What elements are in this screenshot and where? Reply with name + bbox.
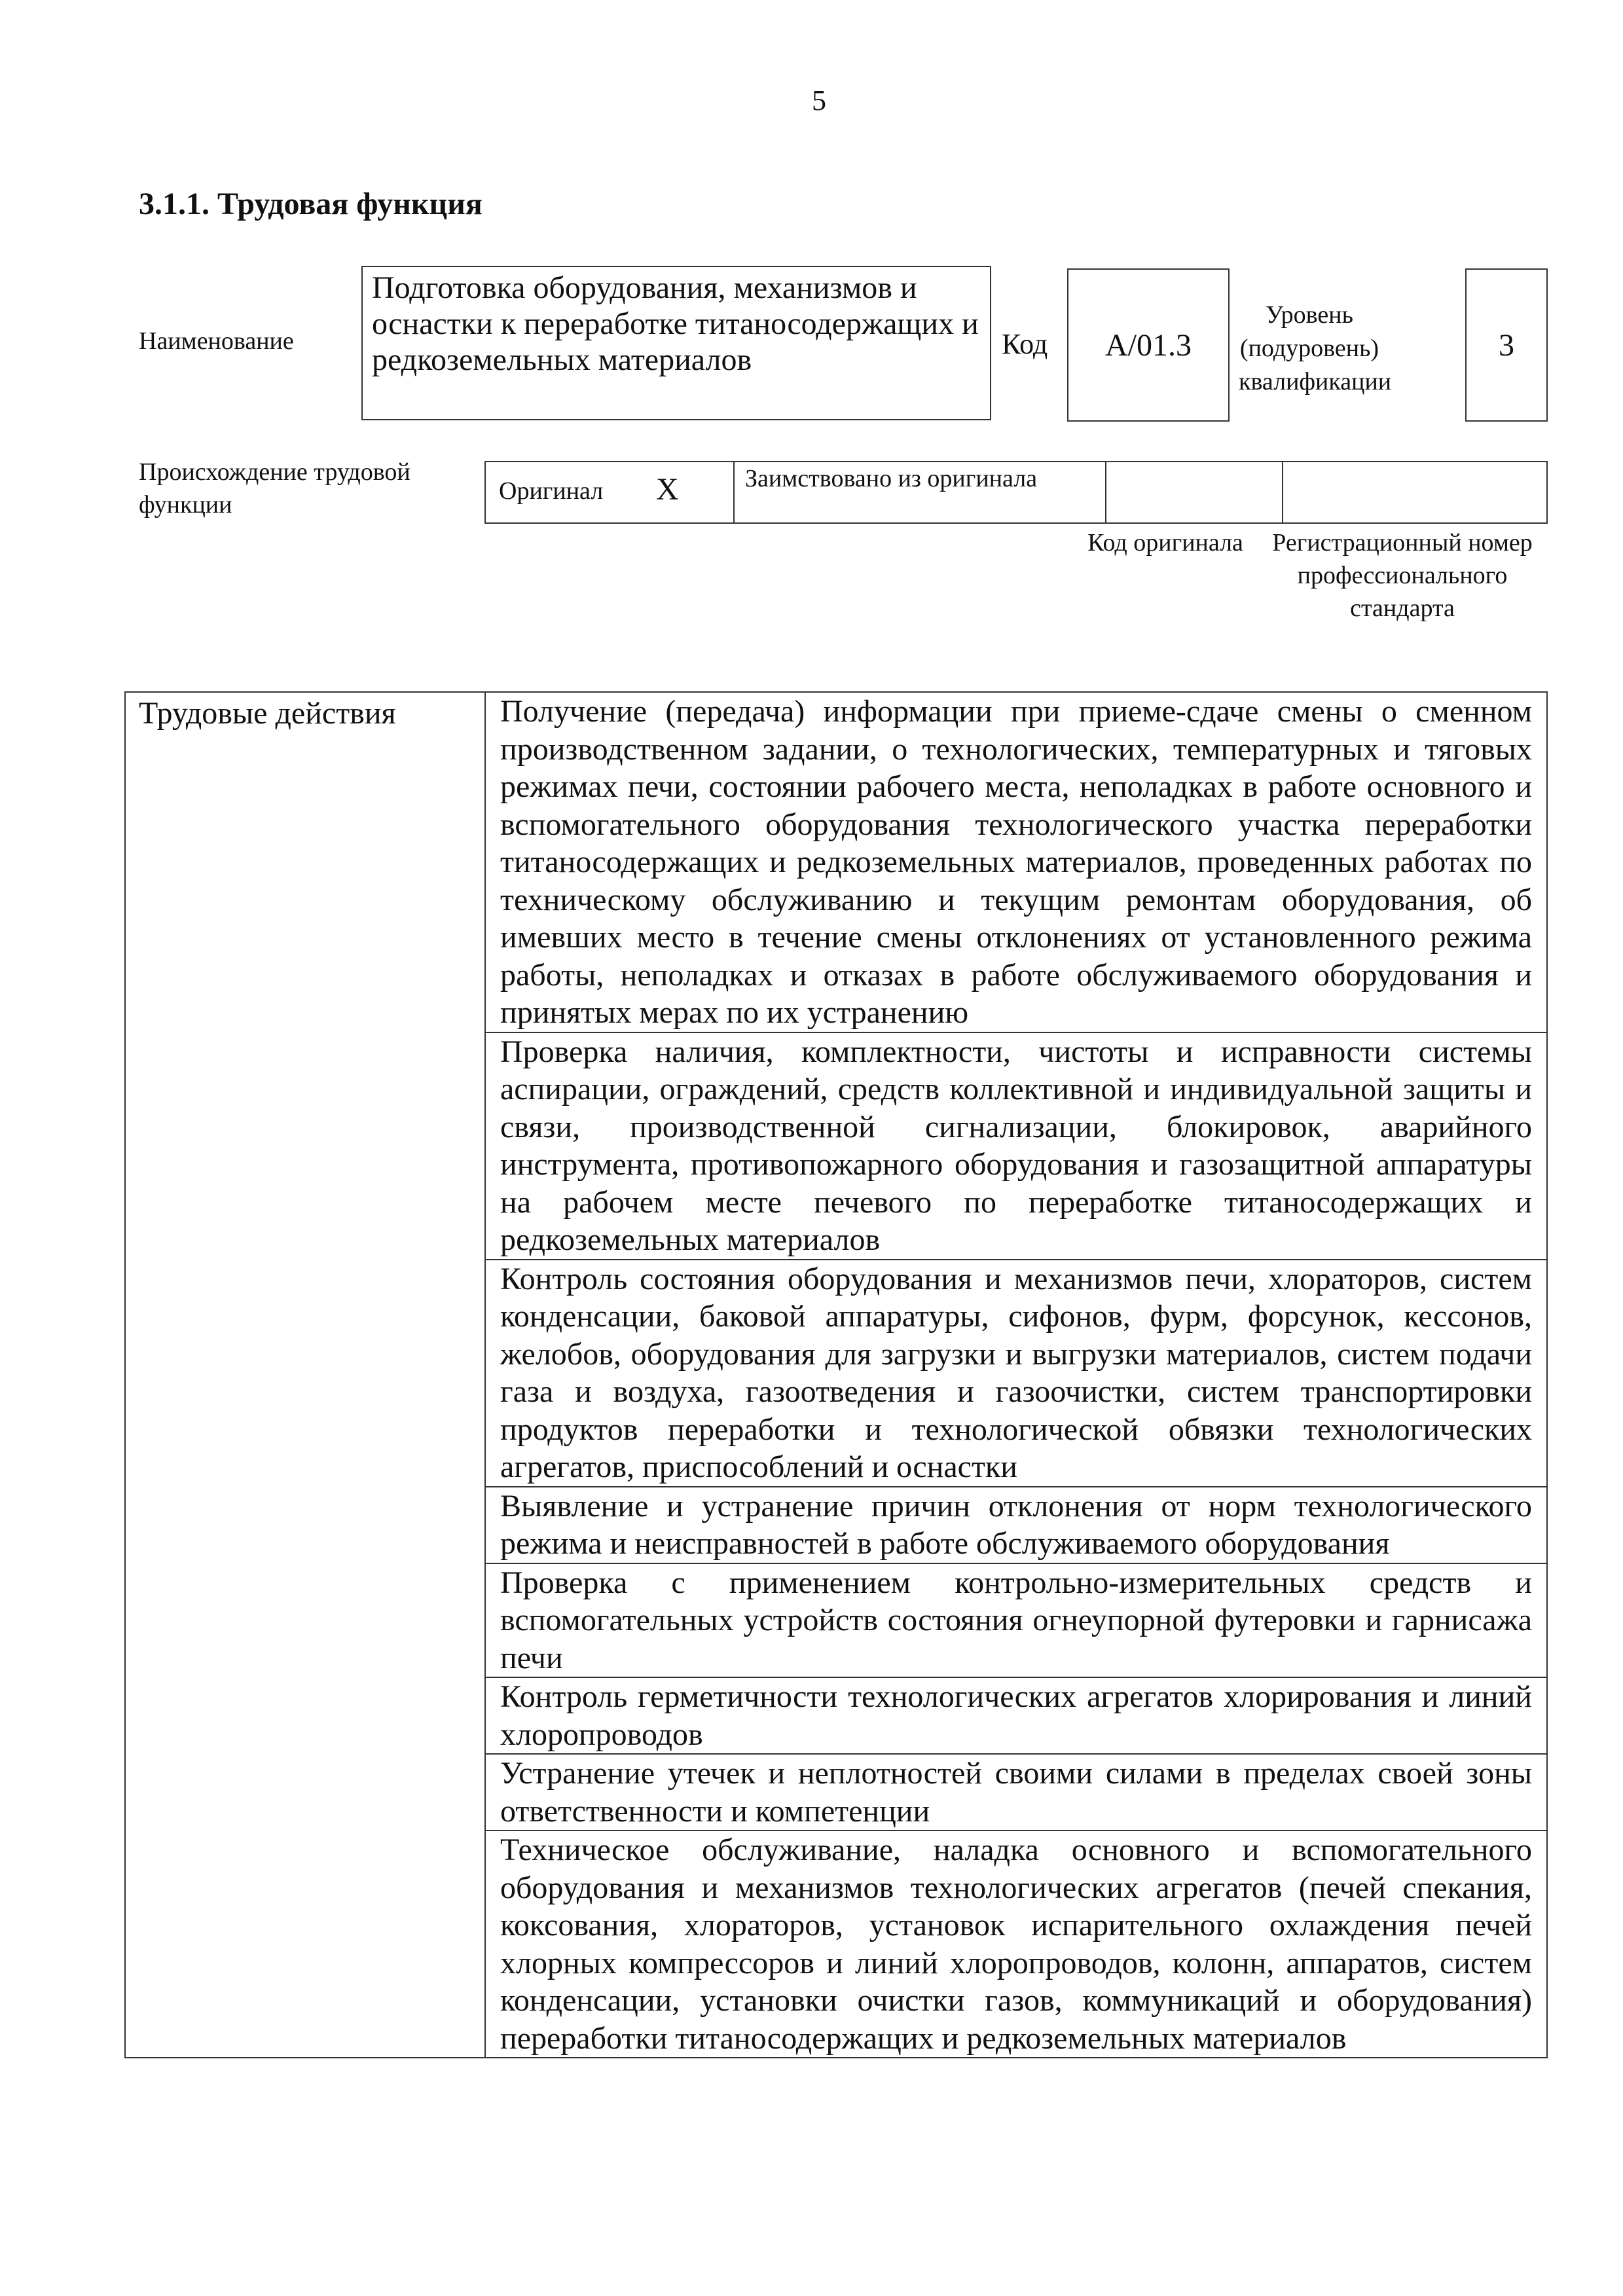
borrowed-cell: [735, 462, 1106, 522]
section-title: 3.1.1. Трудовая функция: [139, 187, 483, 221]
kod-value-box: А/01.3: [1067, 268, 1230, 422]
page-number: 5: [812, 84, 826, 117]
qualification-level-box: 3: [1465, 268, 1548, 422]
actions-list: [484, 691, 1548, 2058]
original-label: Оригинал: [499, 477, 604, 505]
original-code-cell: [1106, 462, 1283, 522]
action-item: Выявление и устранение причин отклонения от норм технологического режима и неисправностей в работе обслуживаемого оборудования: [486, 1487, 1546, 1564]
action-item: Техническое обслуживание, наладка основного и вспомогательного оборудования и механизмов технологических агрегатов (печей спекания, коксования, хлораторов, установок испарительного охлаждения печей хлорных компрессоров и линий хлоропроводов, колонн, аппаратов, систем конденсации, установки очистки газов, коммуникаций и оборудования) переработки титаносодержащих и редкоземельных материалов: [500, 1832, 1532, 2056]
action-item: Контроль герметичности технологических агрегатов хлорирования и линий хлоропроводов: [486, 1678, 1546, 1755]
caption-registration-number: Регистрационный номер профессионального стандарта: [1272, 529, 1533, 622]
action-item: Устранение утечек и неплотностей своими силами в пределах своей зоны ответственности и компетенции: [486, 1755, 1546, 1831]
naimenovanie-label: Наименование: [139, 327, 294, 355]
borrowed-label: Заимствовано из оригинала: [745, 465, 1038, 492]
original-cell: [486, 462, 735, 522]
origin-row: [484, 461, 1548, 524]
actions-label: Трудовые действия: [139, 696, 396, 731]
action-item: Контроль состояния оборудования и механизмов печи, хлораторов, систем конденсации, баковой аппаратуры, сифонов, фурм, форсунок, кессонов, желобов, оборудования для загрузки и выгрузки материалов, систем подачи газа и воздуха, газоотведения и газоочистки, систем транспортировки продуктов переработки и технологической обвязки технологических агрегатов, приспособлений и оснастки: [486, 1260, 1546, 1487]
action-item: Проверка с применением контрольно-измерительных средств и вспомогательных устройств состояния огнеупорной футеровки и гарнисажа печи: [486, 1564, 1546, 1679]
action-item: Проверка наличия, комплектности, чистоты и исправности системы аспирации, ограждений, средств коллективной и индивидуальной защиты и связи, производственной сигнализации, блокировок, аварийного инструмента, противопожарного оборудования и газозащитной аппаратуры на рабочем месте печевого по переработке титаносодержащих и редкоземельных материалов: [486, 1033, 1546, 1260]
qualification-level-label: Уровень (подуровень) квалификации: [1239, 301, 1392, 395]
actions-label-cell: [124, 691, 484, 2058]
action-item: Получение (передача) информации при приеме-сдаче смены о сменном производственном задании, о технологических, температурных и тяговых режимах печи, состоянии рабочего места, неполадках в работе основного и вспомогательного оборудования технологического участка переработки титаносодержащих и редкоземельных материалов, проведенных работах по техническому обслуживанию и текущим ремонтам оборудования, об имевших место в течение смены отклонениях от установленного режима работы, неполадках и отказах в работе обслуживаемого оборудования и принятых мерах по их устранению: [486, 693, 1546, 1033]
origin-label: Происхождение трудовой функции: [139, 458, 410, 519]
function-name-box: Подготовка оборудования, механизмов и оснастки к переработке титаносодержащих и редкоземельных материалов: [361, 266, 991, 420]
kod-label: Код: [1002, 328, 1048, 360]
original-mark: Х: [656, 472, 679, 507]
caption-original-code: Код оригинала: [1087, 529, 1243, 556]
